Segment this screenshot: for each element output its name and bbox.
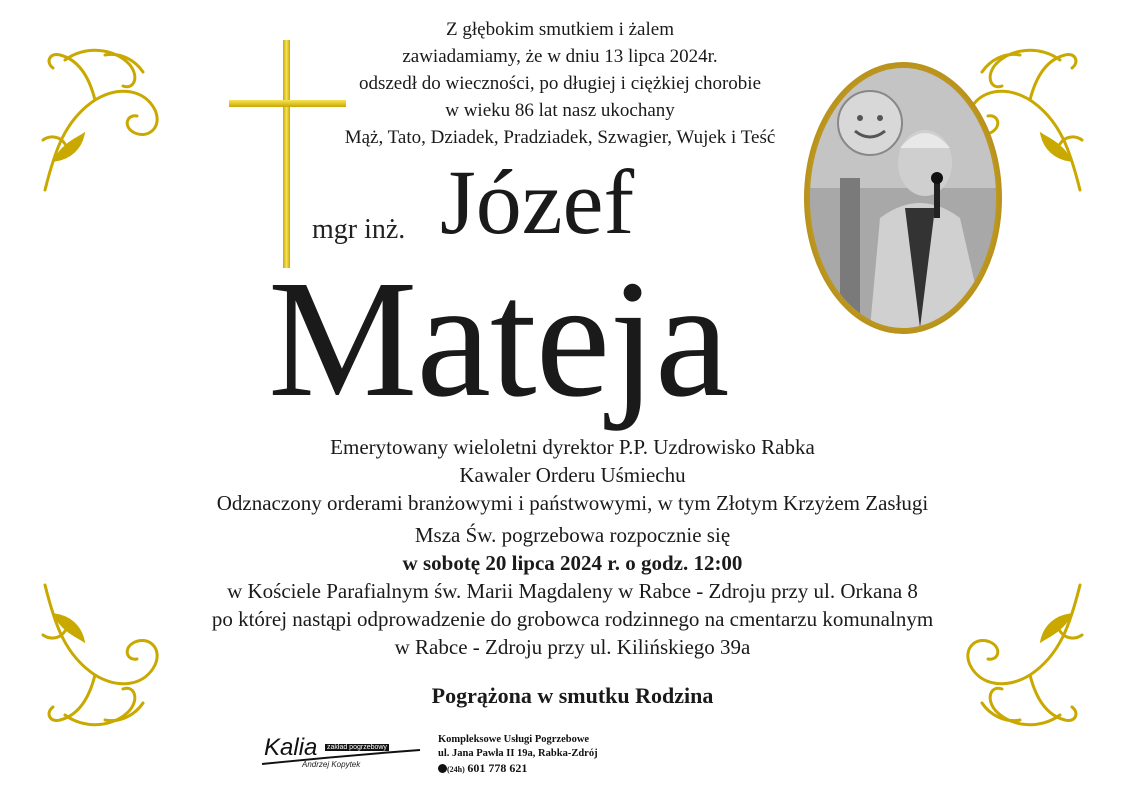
mass-date: w sobotę 20 lipca 2024 r. o godz. 12:00 bbox=[402, 551, 743, 575]
last-name: Mateja bbox=[268, 246, 729, 432]
bio-line: Kawaler Orderu Uśmiechu bbox=[459, 463, 686, 487]
mass-cemetery: w Rabce - Zdroju przy ul. Kilińskiego 39a bbox=[394, 635, 751, 659]
company-info bbox=[438, 733, 598, 777]
intro-line: Mąż, Tato, Dziadek, Pradziadek, Szwagier, Wujek i Teść bbox=[344, 127, 776, 148]
company-logo-owner: Andrzej Kopytek bbox=[302, 760, 361, 769]
first-name: Józef bbox=[440, 151, 635, 253]
company-logo: Kalia bbox=[264, 734, 318, 761]
family-signature: Pogrążona w smutku Rodzina bbox=[431, 683, 714, 708]
mass-intro: Msza Św. pogrzebowa rozpocznie się bbox=[414, 523, 731, 547]
intro-line: Z głębokim smutkiem i żalem bbox=[446, 19, 674, 40]
intro-line: odszedł do wieczności, po długiej i ciężkiej chorobie bbox=[358, 73, 762, 94]
bio-line: Emerytowany wieloletni dyrektor P.P. Uzdrowisko Rabka bbox=[330, 435, 815, 459]
corner-ornament-icon bbox=[35, 40, 185, 200]
phone-number: 601 778 621 bbox=[467, 761, 528, 775]
portrait-photo bbox=[810, 68, 996, 328]
intro-line: w wieku 86 lat nasz ukochany bbox=[445, 100, 675, 121]
company-phone bbox=[438, 761, 598, 777]
bio-text bbox=[150, 433, 995, 517]
mass-after: po której nastąpi odprowadzenie do grobowca rodzinnego na cmentarzu komunalnym bbox=[211, 607, 934, 631]
mass-place: w Kościele Parafialnym św. Marii Magdaleny w Rabce - Zdroju przy ul. Orkana 8 bbox=[227, 579, 918, 603]
company-line: Kompleksowe Usługi Pogrzebowe bbox=[438, 734, 590, 745]
phone-prefix: (24h) bbox=[447, 765, 465, 774]
intro-text bbox=[280, 16, 840, 151]
company-logo-tag: zakład pogrzebowy bbox=[327, 744, 387, 751]
funeral-details bbox=[100, 521, 1045, 661]
phone-icon bbox=[438, 764, 447, 773]
bio-line: Odznaczony orderami branżowymi i państwowymi, w tym Złotym Krzyżem Zasługi bbox=[216, 491, 929, 515]
company-address: ul. Jana Pawła II 19a, Rabka-Zdrój bbox=[438, 748, 598, 759]
intro-line: zawiadamiamy, że w dniu 13 lipca 2024r. bbox=[402, 46, 718, 67]
title-prefix: mgr inż. bbox=[312, 214, 406, 245]
